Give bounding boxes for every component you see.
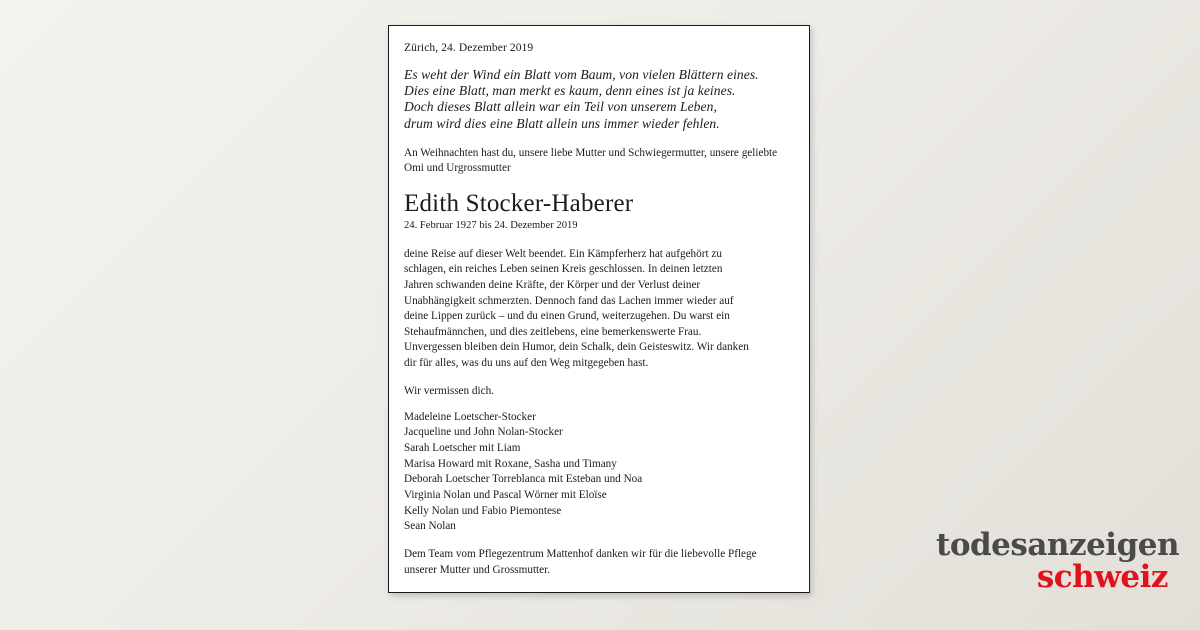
body-line: deine Reise auf dieser Welt beendet. Ein Kämpferherz hat aufgehört zu <box>404 247 722 260</box>
body-line: Jahren schwanden deine Kräfte, der Körper und der Verlust deiner <box>404 279 701 291</box>
brand-logo-line1: todesanzeigen <box>936 527 1180 563</box>
body-line: Stehaufmännchen, und dies zeitlebens, eine bemerkenswerte Frau. <box>404 325 702 338</box>
body-line: dir für alles, was du uns auf den Weg mitgegeben hast. <box>404 356 649 369</box>
obituary-notice <box>388 25 810 593</box>
mourner-item: Jacqueline und John Nolan-Stocker <box>404 426 563 439</box>
place-date: Zürich, 24. Dezember 2019 <box>404 42 534 54</box>
deceased-name: Edith Stocker-Haberer <box>404 189 634 217</box>
body-text <box>404 247 793 372</box>
mourner-item: Sarah Loetscher mit Liam <box>404 441 521 454</box>
mourner-item: Deborah Loetscher Torreblanca mit Esteban und Noa <box>404 473 643 486</box>
poem <box>404 67 793 132</box>
brand-logo-line2: schweiz <box>1036 559 1168 595</box>
farewell-text: Wir vermissen dich. <box>404 384 494 397</box>
poem-line: drum wird dies eine Blatt allein uns immer wieder fehlen. <box>404 115 720 131</box>
body-line: deine Lippen zurück – und du einen Grund, weiterzugehen. Du warst ein <box>404 310 730 323</box>
brand-logo <box>936 527 1180 595</box>
thanks-text <box>404 547 793 578</box>
mourner-item: Madeleine Loetscher-Stocker <box>404 410 536 423</box>
intro-text: An Weihnachten hast du, unsere liebe Mutter und Schwiegermutter, unsere geliebte Omi und Urgrossmutter <box>404 146 778 175</box>
thanks-line: Dem Team vom Pflegezentrum Mattenhof danken wir für die liebevolle Pflege <box>404 548 757 561</box>
body-line: Unvergessen bleiben dein Humor, dein Schalk, dein Geisteswitz. Wir danken <box>404 341 749 354</box>
mourner-item: Marisa Howard mit Roxane, Sasha und Timany <box>404 457 617 470</box>
mourners-list <box>404 410 793 536</box>
mourner-item: Kelly Nolan und Fabio Piemontese <box>404 504 562 517</box>
poem-line: Dies eine Blatt, man merkt es kaum, denn eines ist ja keines. <box>404 83 736 99</box>
poem-line: Es weht der Wind ein Blatt vom Baum, von vielen Blättern eines. <box>404 67 759 82</box>
thanks-line: unserer Mutter und Grossmutter. <box>404 563 551 576</box>
mourner-item: Sean Nolan <box>404 520 456 533</box>
poem-line: Doch dieses Blatt allein war ein Teil von unserem Leben, <box>404 99 717 115</box>
lifespan: 24. Februar 1927 bis 24. Dezember 2019 <box>404 219 578 231</box>
mourner-item: Virginia Nolan und Pascal Wörner mit Eloïse <box>404 489 607 502</box>
body-line: schlagen, ein reiches Leben seinen Kreis geschlossen. In deinen letzten <box>404 263 723 276</box>
body-line: Unabhängigkeit schmerzten. Dennoch fand das Lachen immer wieder auf <box>404 294 734 307</box>
